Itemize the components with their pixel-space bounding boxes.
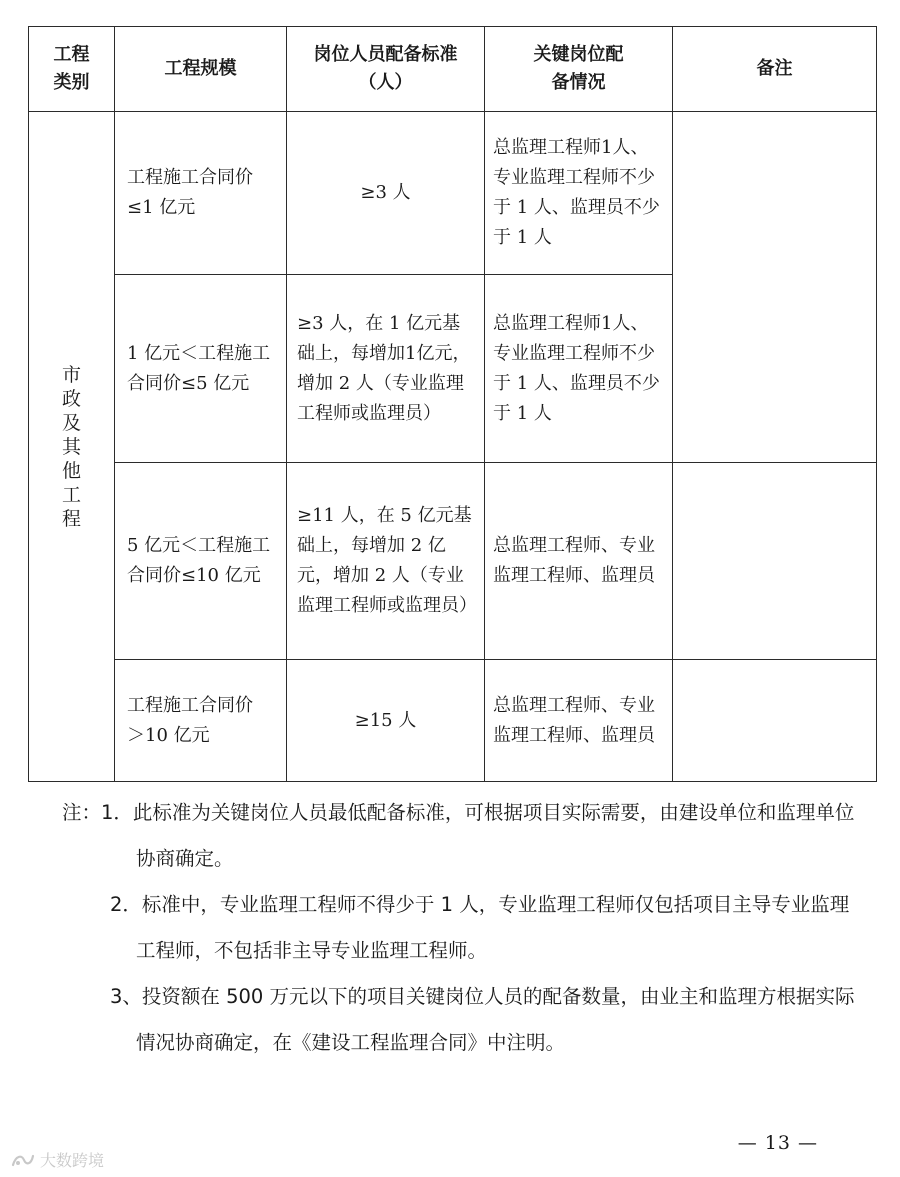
watermark — [10, 1148, 104, 1171]
staffing-standard-table — [28, 26, 877, 782]
header-remarks: 备注 — [673, 27, 877, 112]
table-header-row — [29, 27, 877, 112]
header-standard: 岗位人员配备标准（人） — [287, 27, 485, 112]
notes-section — [62, 790, 862, 1066]
table-row — [29, 463, 877, 660]
category-cell — [29, 112, 115, 782]
header-scale: 工程规模 — [115, 27, 287, 112]
standard-cell: ≥15 人 — [287, 660, 485, 782]
watermark-text: 大数跨境 — [40, 1151, 105, 1170]
scale-cell: 工程施工合同价≤1 亿元 — [115, 112, 287, 275]
note-3: 3、投资额在 500 万元以下的项目关键岗位人员的配备数量，由业主和监理方根据实际情况协商确定，在《建设工程监理合同》中注明。 — [110, 985, 855, 1054]
key-positions-cell: 总监理工程师、专业监理工程师、监理员 — [485, 660, 673, 782]
table-row — [29, 112, 877, 275]
remarks-cell — [673, 112, 877, 463]
table-row — [29, 660, 877, 782]
scale-cell: 工程施工合同价＞10 亿元 — [115, 660, 287, 782]
note-2: 2．标准中，专业监理工程师不得少于 1 人，专业监理工程师仅包括项目主导专业监理工程师，不包括非主导专业监理工程师。 — [110, 893, 850, 962]
remarks-cell — [673, 660, 877, 782]
scale-cell: 1 亿元＜工程施工合同价≤5 亿元 — [115, 275, 287, 463]
standard-cell: ≥3 人 — [287, 112, 485, 275]
remarks-cell — [673, 463, 877, 660]
key-positions-cell: 总监理工程师1人、专业监理工程师不少于 1 人、监理员不少于 1 人 — [485, 112, 673, 275]
standard-cell: ≥3 人，在 1 亿元基础上，每增加1亿元，增加 2 人（专业监理工程师或监理员） — [287, 275, 485, 463]
watermark-logo-icon — [10, 1151, 36, 1169]
category-label: 市政及其他工程 — [61, 363, 81, 530]
key-positions-cell: 总监理工程师1人、专业监理工程师不少于 1 人、监理员不少于 1 人 — [485, 275, 673, 463]
standard-cell: ≥11 人，在 5 亿元基础上，每增加 2 亿元，增加 2 人（专业监理工程师或监理员） — [287, 463, 485, 660]
header-key-positions: 关键岗位配备情况 — [485, 27, 673, 112]
page-number: — 13 — — [737, 1132, 818, 1154]
header-category: 工程类别 — [29, 27, 115, 112]
scale-cell: 5 亿元＜工程施工合同价≤10 亿元 — [115, 463, 287, 660]
note-1: 注：1．此标准为关键岗位人员最低配备标准，可根据项目实际需要，由建设单位和监理单位协商确定。 — [62, 801, 855, 870]
key-positions-cell: 总监理工程师、专业监理工程师、监理员 — [485, 463, 673, 660]
